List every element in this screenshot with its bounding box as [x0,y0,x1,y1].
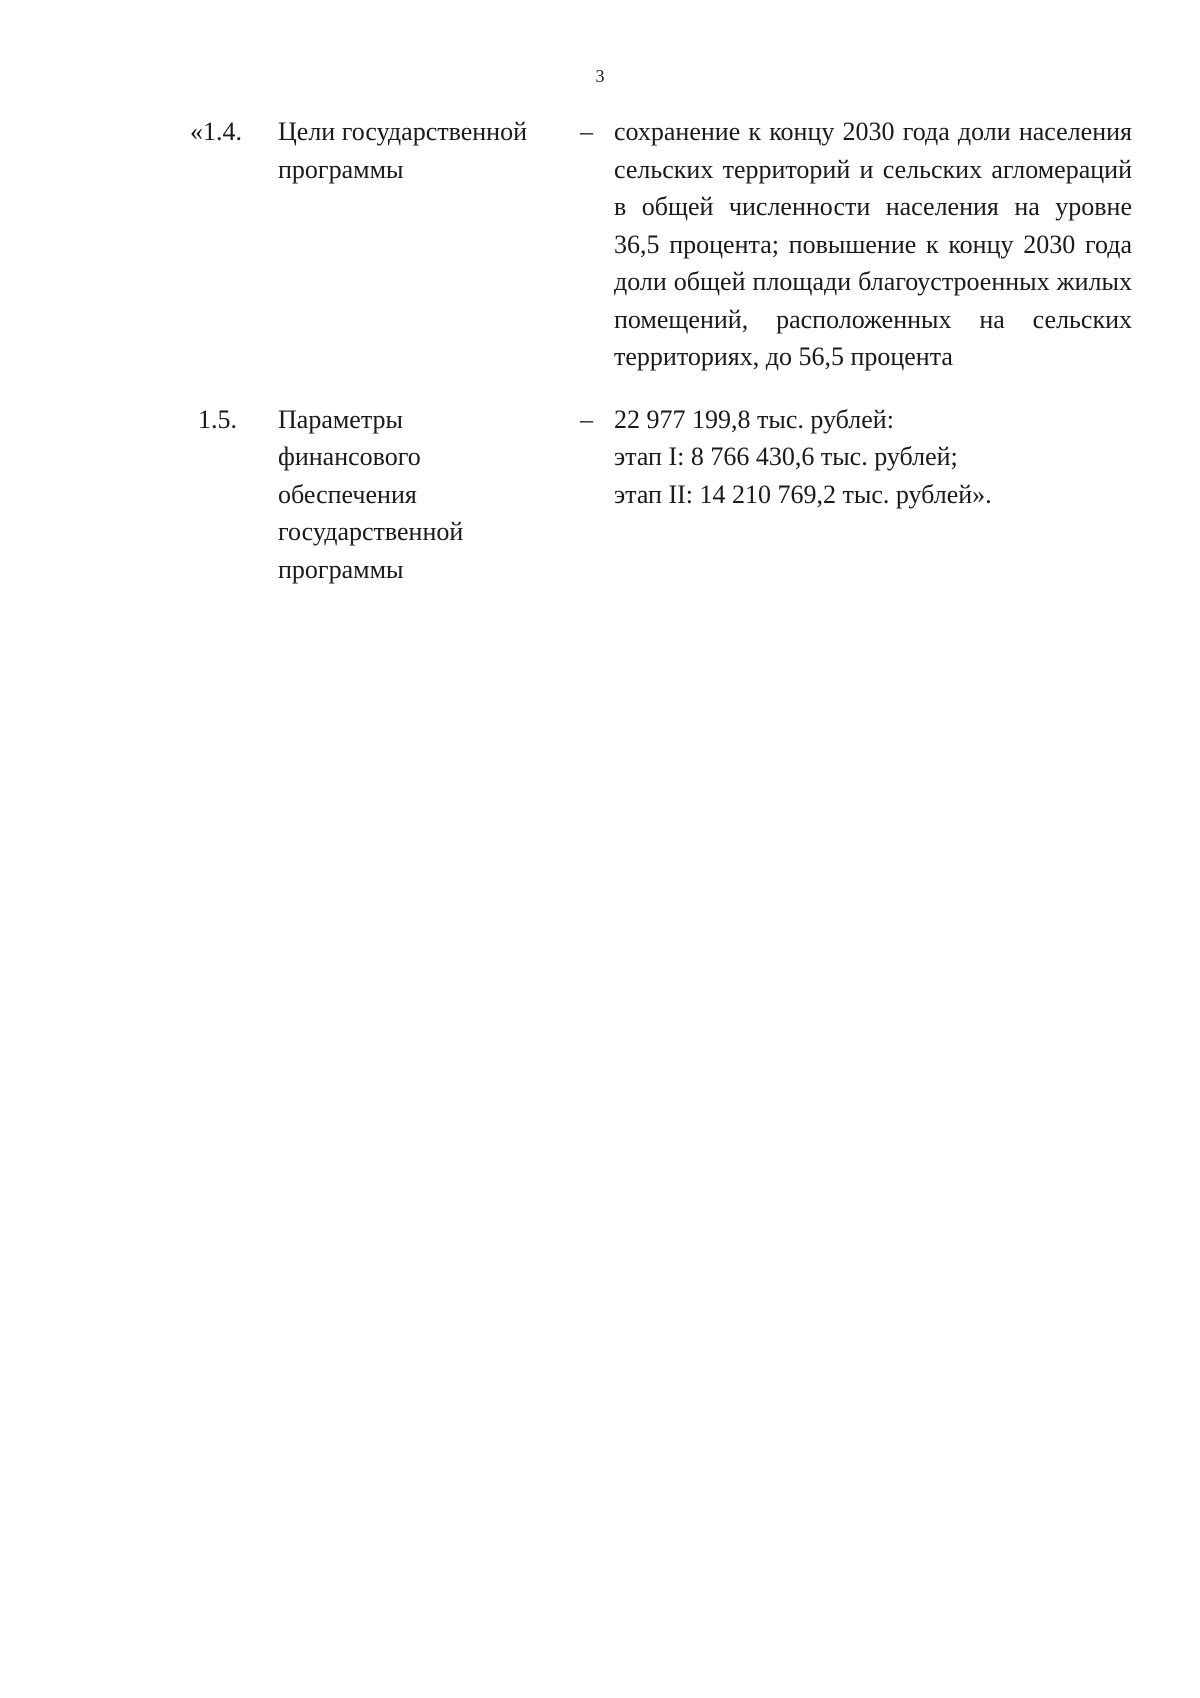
table-row-financing [190,401,1140,589]
page-number: 3 [595,66,605,86]
value-line-stage-2: этап II: 14 210 769,2 тыс. рублей». [614,479,992,509]
value-line-stage-1: этап I: 8 766 430,6 тыс. рублей; [614,442,958,471]
row-dash: – [580,117,593,146]
row-name-line: программы [278,154,404,184]
row-name-line: Цели государственной [278,117,528,146]
row-number: «1.4. [190,117,242,146]
table-row-goals [190,113,1140,376]
row-dash: – [580,404,593,434]
row-value [614,401,1132,589]
row-number: 1.5. [198,404,237,434]
row-value: сохранение к концу 2030 года доли населения сельских территорий и сельских агломераций в общей численности населения на уровне 36,5 процента; повышение к концу 2030 года доли общей площади благоустроенных жилых помещений, расположенных на сельских территориях, до 56,5 процента [614,117,1132,371]
row-name-line: Параметры [278,404,403,434]
passport-table [190,113,1140,588]
row-name-line: финансового [278,442,421,471]
row-name [278,401,578,589]
row-name-line: обеспечения [278,479,417,509]
row-name-line: государственной [278,517,464,546]
value-line-total: 22 977 199,8 тыс. рублей: [614,404,894,434]
row-name [278,113,578,376]
row-name-line: программы [278,554,404,584]
